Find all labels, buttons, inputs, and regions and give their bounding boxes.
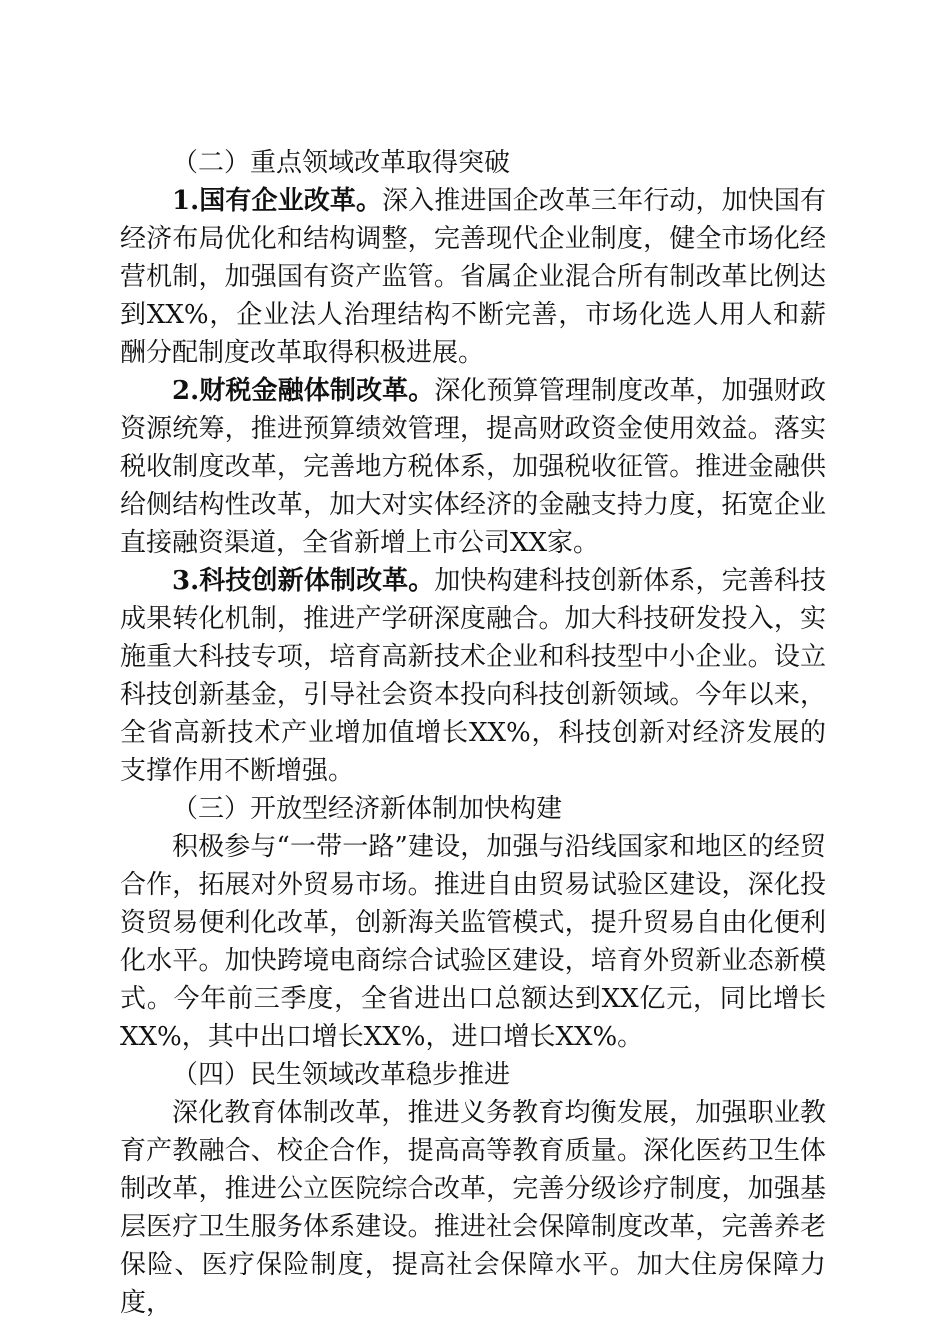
paragraph-lead: 2.财税金融体制改革。 [172, 376, 435, 406]
paragraph-livelihood-reform: 深化教育体制改革，推进义务教育均衡发展，加强职业教育产教融合、校企合作，提高高等教育质量。深化医药卫生体制改革，推进公立医院综合改革，完善分级诊疗制度，加强基层医疗卫生服务体系建设。推进社会保障制度改革，完善养老保险、医疗保险制度，提高社会保障水平。加大住房保障力度， [120, 1098, 826, 1318]
paragraph-state-enterprise-reform [120, 182, 826, 372]
paragraph-tech-innovation-reform [120, 562, 826, 790]
paragraph-open-economy: 积极参与“一带一路”建设，加强与沿线国家和地区的经贸合作，拓展对外贸易市场。推进自由贸易试验区建设，深化投资贸易便利化改革，创新海关监管模式，提升贸易自由化便利化水平。加快跨境电商综合试验区建设，培育外贸新业态新模式。今年前三季度，全省进出口总额达到XX亿元，同比增长XX%，其中出口增长XX%，进口增长XX%。 [120, 832, 826, 1052]
section-heading-3: （三）开放型经济新体制加快构建 [172, 794, 563, 824]
paragraph-lead: 1.国有企业改革。 [172, 186, 383, 216]
section-heading-4: （四）民生领域改革稳步推进 [172, 1060, 511, 1090]
paragraph-fiscal-financial-reform [120, 372, 826, 562]
section-heading-2: （二）重点领域改革取得突破 [172, 148, 511, 178]
paragraph-body: 深化预算管理制度改革，加强财政资源统筹，推进预算绩效管理，提高财政资金使用效益。落实税收制度改革，完善地方税体系，加强税收征管。推进金融供给侧结构性改革，加大对实体经济的金融支持力度，拓宽企业直接融资渠道，全省新增上市公司XX家。 [120, 376, 826, 558]
paragraph-body: 深入推进国企改革三年行动，加快国有经济布局优化和结构调整，完善现代企业制度，健全市场化经营机制，加强国有资产监管。省属企业混合所有制改革比例达到XX%，企业法人治理结构不断完善，市场化选人用人和薪酬分配制度改革取得积极进展。 [120, 186, 826, 368]
paragraph-lead: 3.科技创新体制改革。 [172, 566, 435, 596]
document-body [120, 144, 826, 1322]
paragraph-body: 加快构建科技创新体系，完善科技成果转化机制，推进产学研深度融合。加大科技研发投入，实施重大科技专项，培育高新技术企业和科技型中小企业。设立科技创新基金，引导社会资本投向科技创新领域。今年以来，全省高新技术产业增加值增长XX%，科技创新对经济发展的支撑作用不断增强。 [120, 566, 826, 786]
